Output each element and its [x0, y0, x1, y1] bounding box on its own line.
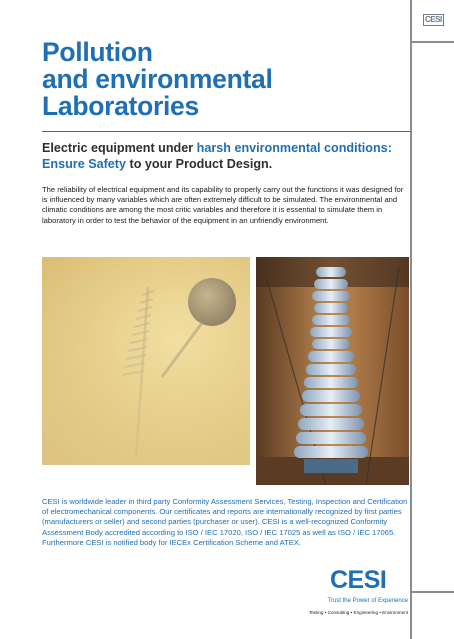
page-title [42, 39, 402, 120]
subtitle-part-2: to your Product Design. [126, 157, 273, 171]
insulator-column-illustration [256, 257, 409, 485]
subtitle [42, 140, 408, 172]
corner-logo [423, 14, 443, 28]
cesi-description: CESI is worldwide leader in third party Conformity Assessment Services, Testing, Inspection and Certification of electromechanical components. Our certificates and reports are internationally recognized by first parties (manufacturers or seller) and second parties (purchaser or user). CESI is a well-recognized Conformity Assessment Body accredited according to ISO / IEC 17020, ISO / IEC 17025 as well as ISO / IEC 17065. Furthermore CESI is notified body for IECEx Certification Scheme and ATEX. [42, 497, 408, 547]
insulator-column-photo [256, 257, 409, 485]
services-line: Testing • Consulting • Engineering • Environment [308, 610, 408, 615]
logo-margin-rule [410, 591, 454, 593]
corner-logo-text: CESI [425, 15, 442, 24]
intro-paragraph: The reliability of electrical equipment and its capability to properly carry out the functions it was designed for is influenced by many variables which are often extremely difficult to be simulated. The environmental and climatic conditions are among the most critic variables and therefore it is essential to simulate them in laboratory in order to test the behavior of the equipment in an unfriendly environment. [42, 185, 404, 225]
subtitle-highlight-2: Ensure Safety [42, 157, 126, 171]
right-margin-rule [410, 0, 412, 639]
tagline: Trust the Power of Experience [327, 598, 408, 604]
top-margin-rule [410, 41, 454, 43]
subtitle-highlight-1: harsh environmental conditions: [196, 141, 392, 155]
subtitle-part-1: Electric equipment under [42, 141, 197, 155]
title-line-3: Laboratories [42, 91, 199, 121]
title-line-2: and environmental [42, 64, 273, 94]
fog-chamber-illustration [42, 257, 250, 465]
cesi-logo: CESI [330, 566, 387, 594]
title-divider [42, 131, 410, 132]
fog-chamber-photo [42, 257, 250, 465]
title-line-1: Pollution [42, 37, 153, 67]
